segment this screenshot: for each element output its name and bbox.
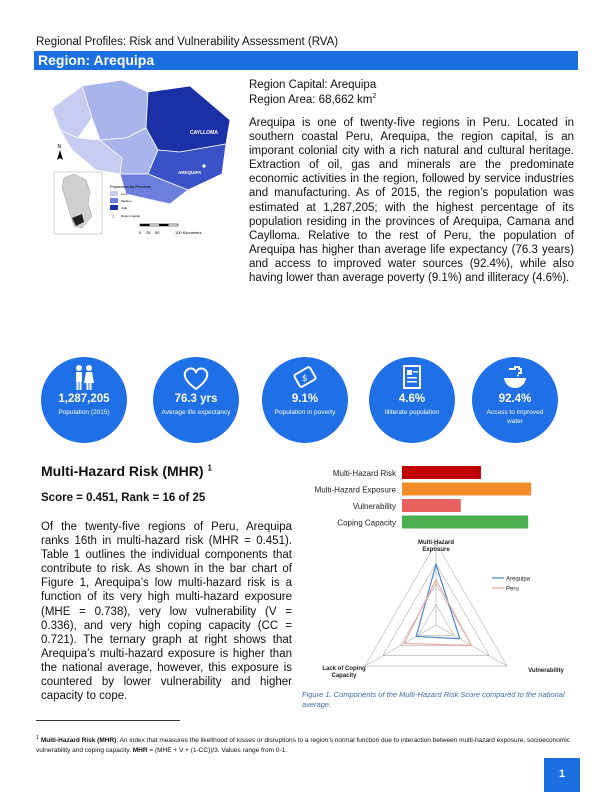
bar-multi-hazard-exposure: [402, 483, 531, 496]
heart-icon: [181, 363, 211, 393]
radar-axis-label-lack-of-coping-capacity: Lack of Coping Capacity: [322, 666, 366, 679]
footnote: [36, 734, 580, 755]
bar-label-multi-hazard-exposure: Multi-Hazard Exposure: [314, 485, 396, 495]
legend-star-icon: ☆: [111, 214, 116, 220]
region-title: Region: Arequipa: [38, 52, 155, 68]
bar-coping-capacity: [402, 516, 528, 529]
legend-swatch-high: [110, 205, 118, 210]
page-number: 1: [558, 768, 566, 780]
stat-population: [41, 357, 127, 443]
north-label: N: [57, 144, 62, 150]
mhr-paragraph: Of the twenty-five regions of Peru, Arequipa ranks 16th in multi-hazard risk (MHR = 0.451). Table 1 outlines the individual components that contribute to risk. As shown in the bar chart of Figure 1, Arequipa’s low multi-hazard risk is a function of its very high multi-hazard exposure (MHE = 0.738), very low vulnerability (V = 0.336), and very high coping capacity (CC = 0.721). The ternary graph at right shows that Arequipa’s multi-hazard exposure is higher than the national average, however, this exposure is countered by lower vulnerability and higher capacity to cope.: [41, 521, 292, 703]
legend-swatch-medium: [110, 198, 118, 203]
map-label-arequipa: AREQUIPA: [178, 170, 202, 175]
figure-caption: Figure 1. Components of the Multi-Hazard Risk Score compared to the national average.: [302, 690, 565, 709]
document-icon: [397, 363, 427, 393]
stat-value: 9.1%: [291, 393, 319, 405]
map-province-north: [82, 80, 148, 140]
footnote-number: 1: [36, 735, 40, 741]
stat-improved-water: [472, 357, 558, 443]
stat-illiteracy: [369, 357, 455, 443]
mhr-footnote-ref: 1: [207, 463, 212, 473]
radar-legend-label-arequipa: Arequipa: [506, 576, 531, 583]
mhr-bar-chart: [290, 464, 580, 532]
bar-label-multi-hazard-risk: Multi-Hazard Risk: [332, 469, 396, 478]
legend-label-high: High: [121, 206, 128, 210]
legend-swatch-low: [110, 191, 118, 196]
stat-label: Population in poverty: [274, 409, 336, 416]
bar-label-coping-capacity: Coping Capacity: [337, 518, 396, 528]
stat-label: Average life expectancy: [161, 409, 231, 416]
map-label-caylloma: CAYLLOMA: [190, 130, 218, 136]
legend-label-low: Low: [121, 192, 127, 196]
document-title: Regional Profiles: Risk and Vulnerability Assessment (RVA): [36, 36, 339, 48]
mhr-heading: [41, 463, 212, 479]
stat-label: Population (2015): [58, 409, 110, 416]
money-icon: [290, 363, 320, 393]
footnote-term: Multi-Hazard Risk (MHR): [40, 737, 117, 745]
faucet-icon: [500, 363, 530, 393]
stat-life-expectancy: [153, 357, 239, 443]
bar-vulnerability: [402, 499, 461, 512]
north-arrow-icon: [57, 150, 63, 160]
mhr-heading-text: Multi-Hazard Risk (MHR): [41, 463, 204, 479]
stat-label: Access to improved water: [486, 409, 544, 425]
mhr-radar-chart: [296, 538, 582, 688]
scale-label-0: 0: [139, 230, 142, 235]
svg-text:$: $: [302, 374, 308, 384]
legend-label-capital: Region capital: [121, 214, 141, 218]
stat-value: 1,287,205: [58, 393, 110, 405]
footnote-text-2: = (MHE + V + (1-CC))/3. Values range from 0-1.: [147, 746, 288, 754]
stat-value: 92.4%: [498, 393, 532, 405]
stat-value: 76.3 yrs: [174, 393, 218, 405]
region-capital: Region Capital: Arequipa: [249, 79, 377, 91]
scale-label-25: 25: [146, 230, 151, 235]
bar-label-vulnerability: Vulnerability: [352, 502, 396, 511]
footnote-formula-term: MHR: [132, 746, 148, 754]
radar-legend-label-peru: Peru: [506, 586, 519, 593]
radar-series-peru: [404, 580, 471, 646]
bar-multi-hazard-risk: [402, 466, 481, 479]
people-icon: [69, 363, 99, 393]
radar-axis-label-vulnerability: Vulnerability: [528, 668, 564, 674]
map-province-caylloma: [146, 86, 230, 152]
scale-label-100: 100 Kilometers: [175, 230, 202, 235]
intro-paragraph: Arequipa is one of twenty-five regions in Peru. Located in southern coastal Peru, Arequipa, the region capital, is an imporant colonial city with a rich natural and cultural heritage. Extraction of oil, gas and minerals are the predominate economic activities in the region, followed by service industries and manufacturing. As of 2015, the region’s population was estimated at 1,287,205; with the highest percentage of its population residing in the provinces of Arequipa, Camana and Caylloma. Relative to the rest of Peru, the population of Arequipa has higher than average life expectancy (76.3 years) and access to improved water sources (92.4%), while also having lower than average poverty (9.1%) and illiteracy (4.6%).: [249, 117, 574, 285]
scale-label-50: 50: [155, 230, 160, 235]
capital-marker-icon: [202, 164, 205, 167]
region-map: [30, 78, 240, 258]
footnote-divider: [36, 720, 180, 721]
region-area-unit-sup: 2: [372, 93, 377, 100]
stat-poverty: [262, 357, 348, 443]
legend-title: Population by Province: [110, 184, 151, 189]
footnote-text-1: : An index that measures the likelihood of losses or disruptions to a region’s normal function due to interaction between multi-hazard exposure, socioeconomic vulnerability and coping capacity.: [36, 737, 571, 754]
stat-value: 4.6%: [398, 393, 426, 405]
region-area: [249, 93, 376, 106]
legend-label-medium: Medium: [121, 199, 132, 203]
mhr-score: Score = 0.451, Rank = 16 of 25: [41, 492, 206, 504]
region-area-text: Region Area: 68,662 km: [249, 93, 373, 106]
stat-label: Illiterate population: [384, 409, 440, 416]
radar-axis-label-multi-hazard-exposure: Multi-Hazard Exposure: [418, 540, 454, 553]
